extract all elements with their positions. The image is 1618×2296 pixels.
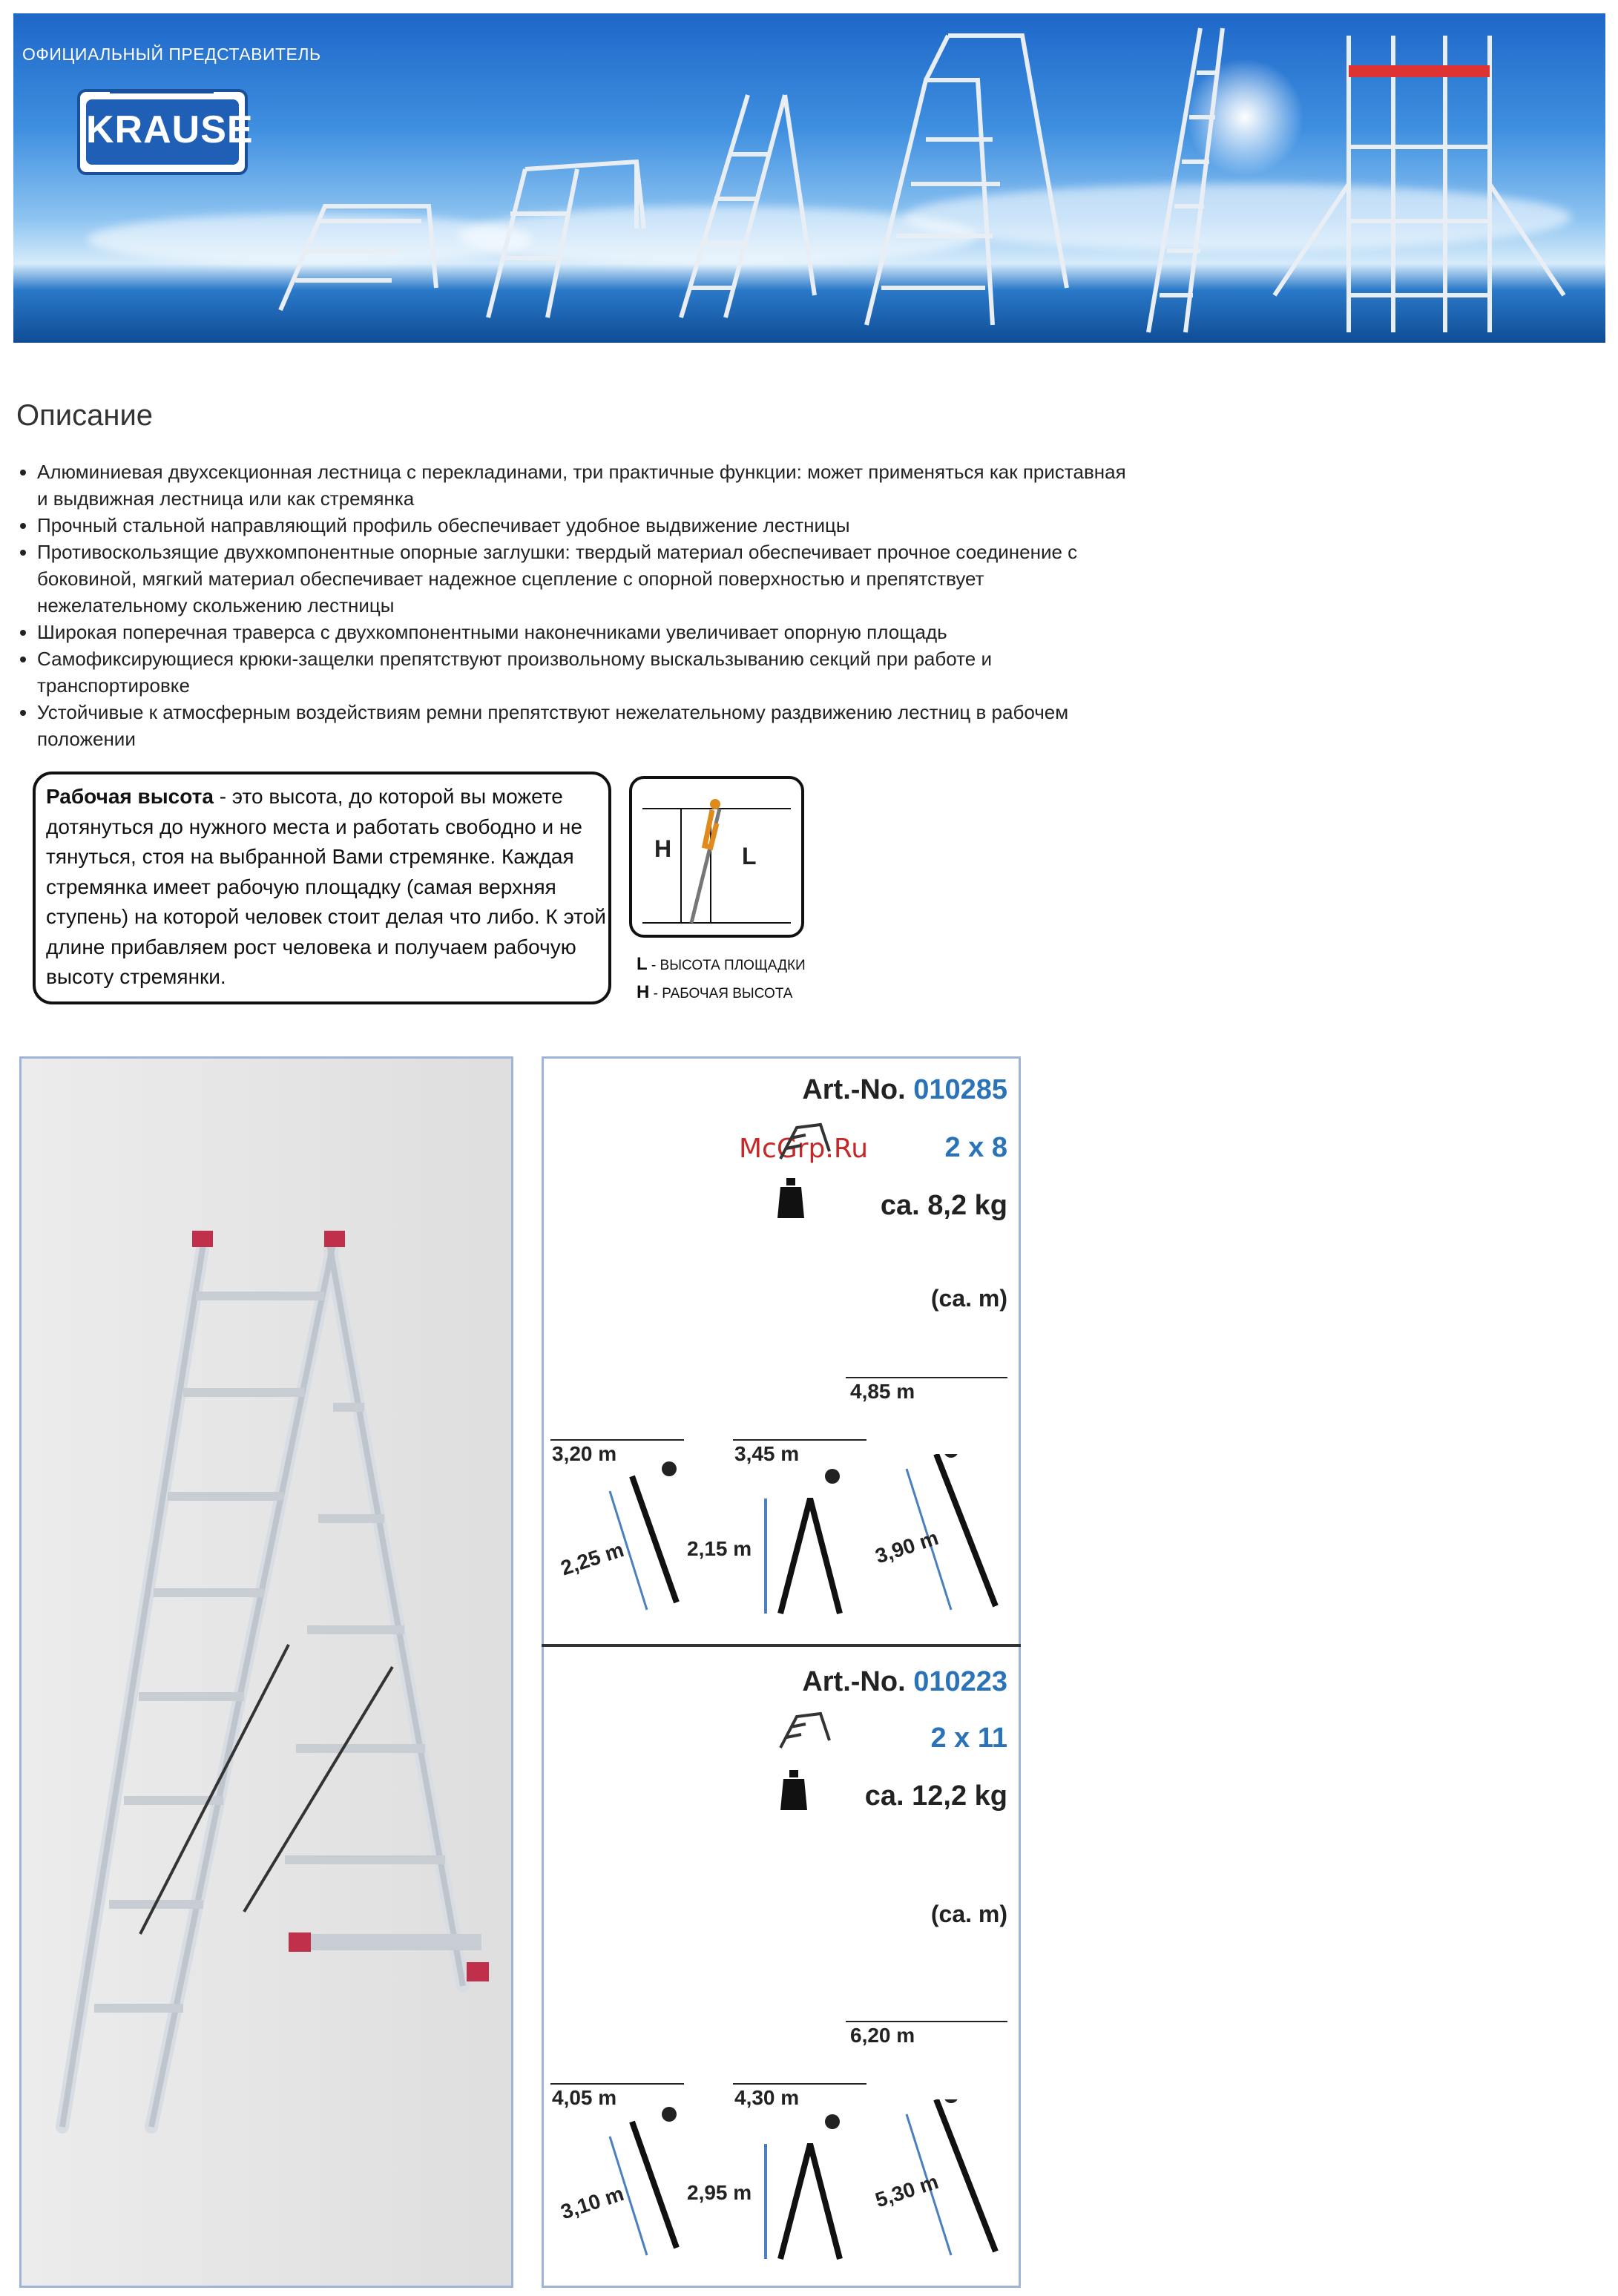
working-height-diagram xyxy=(629,776,804,938)
config-leaning-height: 4,05 m xyxy=(552,2086,617,2109)
ladder-icon xyxy=(776,1711,834,1752)
watermark: McGrp.Ru xyxy=(739,1134,869,1164)
diagram-l-label: L xyxy=(742,843,757,869)
legend-l: L - ВЫСОТА ПЛОЩАДКИ xyxy=(637,954,806,974)
config-leaning-length: 2,25 m xyxy=(558,1538,627,1580)
product-weight: ca. 12,2 kg xyxy=(864,1780,1007,1812)
legend-h: H - РАБОЧАЯ ВЫСОТА xyxy=(637,982,793,1002)
weight-icon xyxy=(776,1177,806,1220)
article-number: Art.-No. 010285 xyxy=(802,1074,1007,1105)
list-item: • Устойчивые к атмосферным воздействиям ремни препятствуют нежелательному раздвижению лестниц в рабочем положении xyxy=(37,699,1128,752)
height-line xyxy=(846,2021,1007,2022)
working-height-explanation: - это высота, до которой вы можете дотянуться до нужного места и работать свободно и не тянуться, стоя на выбранной Вами стремянке. Каждая стремянка имеет рабочую площадку (самая верхняя ступень) на которой человек стоит делая что либо. К этой длине прибавляем рост человека и получаем рабочую высоту стремянки. xyxy=(46,785,606,988)
article-number: Art.-No. 010223 xyxy=(802,1666,1007,1697)
product-weight: ca. 8,2 kg xyxy=(880,1190,1007,1221)
rung-count: 2 x 11 xyxy=(930,1723,1007,1754)
specs-divider xyxy=(542,1644,1021,1647)
config-extension-length: 5,30 m xyxy=(872,2170,941,2212)
ladder-icon xyxy=(776,1122,834,1163)
config-extension-length: 3,90 m xyxy=(872,1526,941,1568)
working-height-term: Рабочая высота xyxy=(46,785,214,808)
config-stepladder-length: 2,95 m xyxy=(687,2181,752,2204)
height-line xyxy=(733,2083,866,2085)
config-leaning-length: 3,10 m xyxy=(558,2182,627,2224)
list-item: • Широкая поперечная траверса с двухкомпонентными наконечниками увеличивает опорную площадь xyxy=(37,619,1128,645)
rung-count: 2 x 8 xyxy=(944,1132,1007,1163)
feature-list xyxy=(16,458,1128,752)
official-representative-text: ОФИЦИАЛЬНЫЙ ПРЕДСТАВИТЕЛЬ xyxy=(22,45,321,64)
height-line xyxy=(846,1377,1007,1378)
config-extension-height: 6,20 m xyxy=(850,2024,915,2047)
working-height-text xyxy=(46,782,610,993)
measure-unit: (ca. m) xyxy=(930,1901,1007,1927)
list-item: • Прочный стальной направляющий профиль обеспечивает удобное выдвижение лестницы xyxy=(37,512,1128,539)
description-heading: Описание xyxy=(16,399,154,432)
height-line xyxy=(550,2083,684,2085)
list-item: • Противоскользящие двухкомпонентные опорные заглушки: твердый материал обеспечивает прочное соединение с боковиной, мягкий материал обеспечивает надежное сцепление с опорной поверхностью и препятствует нежелательному скольжению лестницы xyxy=(37,539,1128,619)
measure-unit: (ca. m) xyxy=(930,1285,1007,1312)
list-item: • Самофиксирующиеся крюки-защелки препятствуют произвольному выскальзыванию секций при работе и транспортировке xyxy=(37,645,1128,699)
height-line xyxy=(733,1439,866,1441)
weight-icon xyxy=(779,1769,809,1812)
list-item: • Алюминиевая двухсекционная лестница с перекладинами, три практичные функции: может применяться как приставная и выдвижная лестница или как стремянка xyxy=(37,458,1128,512)
krause-logo xyxy=(77,89,254,175)
config-leaning-height: 3,20 m xyxy=(552,1442,617,1465)
config-extension-height: 4,85 m xyxy=(850,1380,915,1403)
configurations-illustration xyxy=(550,1454,1018,1625)
config-stepladder-length: 2,15 m xyxy=(687,1537,752,1560)
product-photo xyxy=(19,1056,513,2288)
diagram-h-label: H xyxy=(654,835,672,862)
config-stepladder-height: 3,45 m xyxy=(734,1442,800,1465)
logo-text: KRAUSE xyxy=(86,99,239,165)
config-stepladder-height: 4,30 m xyxy=(734,2086,800,2109)
height-line xyxy=(550,1439,684,1441)
